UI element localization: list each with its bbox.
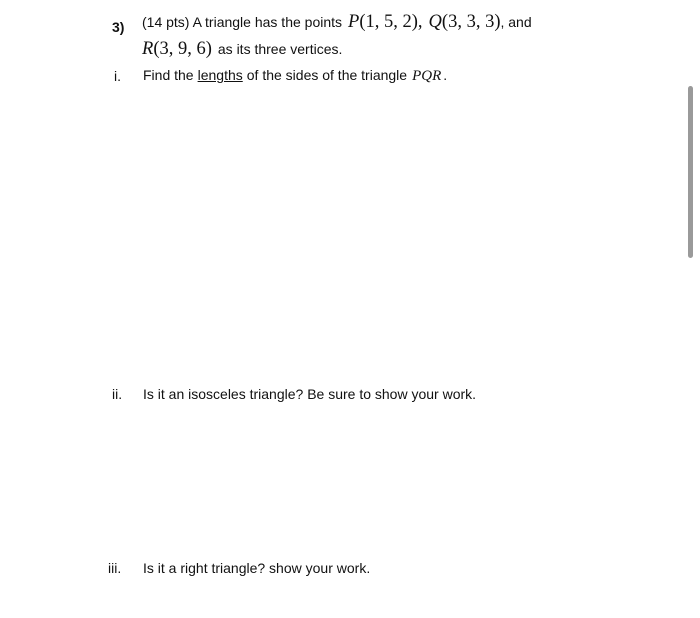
part-iii-text: Is it a right triangle? show your work. [143, 560, 371, 576]
question-tail: as its three vertices. [217, 41, 343, 57]
scrollbar-thumb[interactable] [688, 86, 693, 258]
point-p: P(1, 5, 2) [348, 12, 418, 32]
point-r: R(3, 9, 6) [142, 39, 212, 59]
part-ii-numeral: ii. [112, 386, 123, 402]
part-iii-numeral: iii. [108, 560, 122, 576]
question-line-2 [142, 39, 342, 60]
question-line-1 [142, 12, 532, 33]
point-q: Q(3, 3, 3) [428, 12, 501, 32]
part-i-numeral: i. [114, 68, 121, 84]
part-i-text: Find the lengths of the sides of the triangle PQR . [143, 67, 448, 84]
separator-and: , and [500, 14, 532, 30]
separator-comma: , [417, 12, 423, 32]
triangle-label: PQR [412, 68, 442, 84]
part-ii-text: Is it an isosceles triangle? Be sure to show your work. [143, 386, 477, 402]
question-number: 3) [112, 19, 125, 35]
emphasis-lengths: lengths [197, 67, 243, 83]
question-intro: (14 pts) A triangle has the points [142, 14, 343, 30]
